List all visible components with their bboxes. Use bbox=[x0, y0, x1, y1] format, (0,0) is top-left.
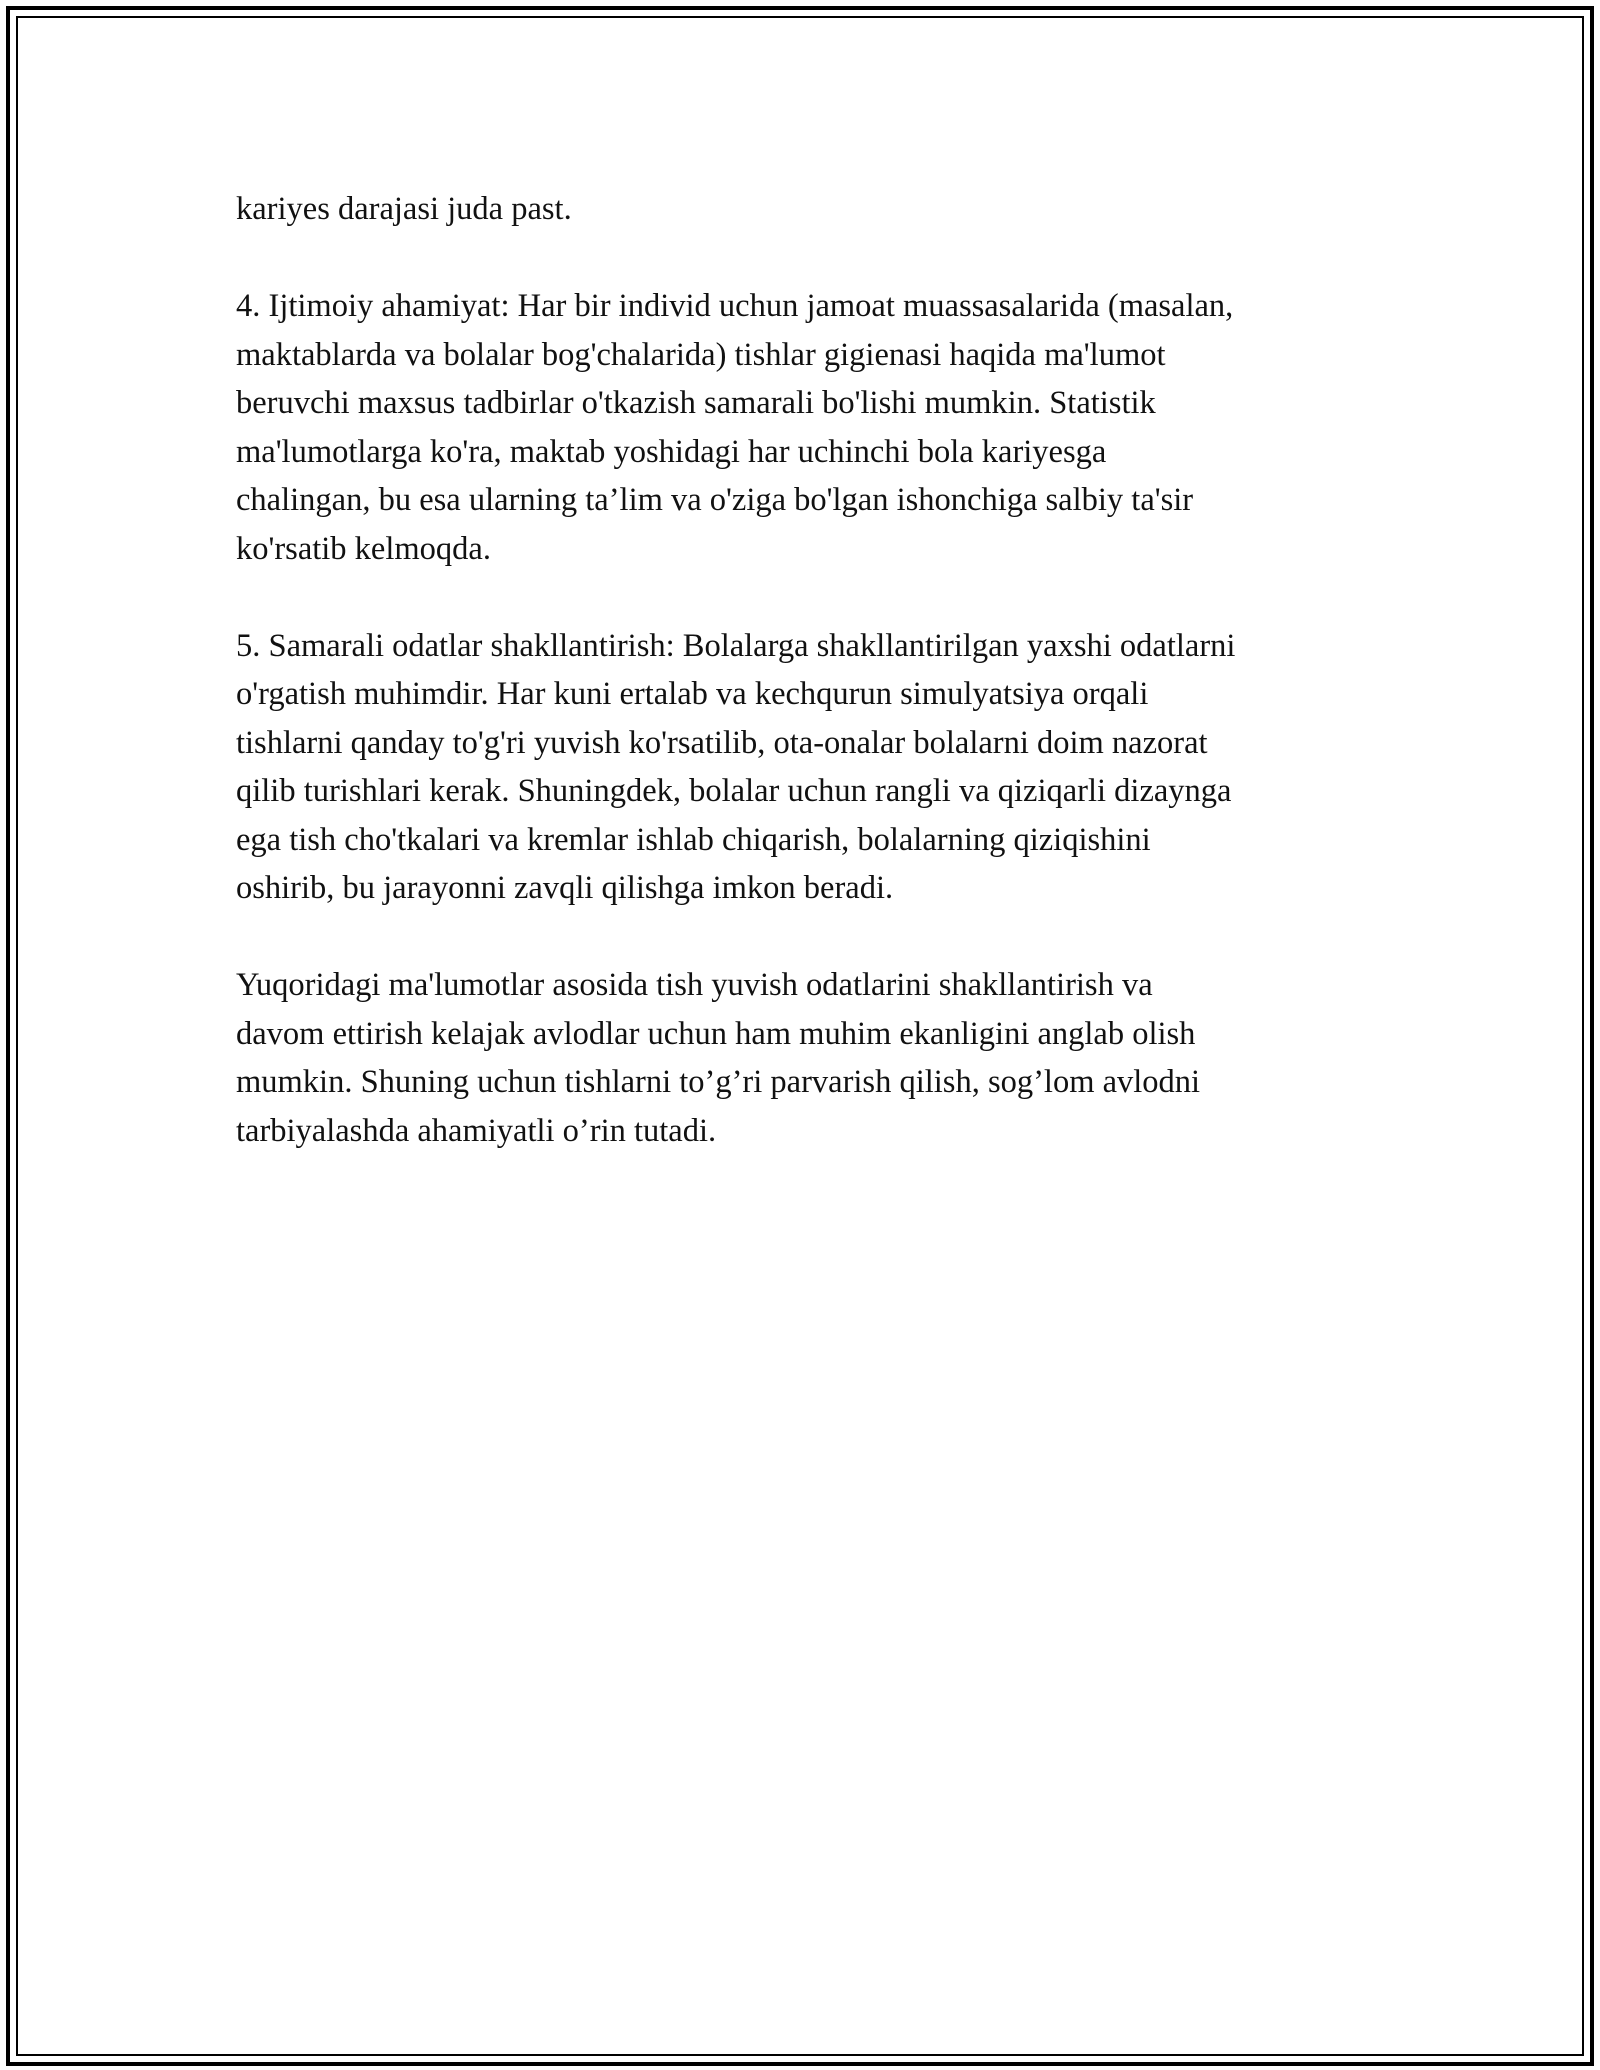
paragraph-effective-habits: 5. Samarali odatlar shakllantirish: Bolalarga shakllantirilgan yaxshi odatlarni o'rgatish muhimdir. Har kuni ertalab va kechqurun simulyatsiya orqali tishlarni qanday to'g'ri yuvish ko'rsatilib, ota-onalar bolalarni doim nazorat qilib turishlari kerak. Shuningdek, bolalar uchun rangli va qiziqarli dizaynga ega tish cho'tkalari va kremlar ishlab chiqarish, bolalarning qiziqishini oshirib, bu jarayonni zavqli qilishga imkon beradi. bbox=[236, 627, 1236, 906]
paragraph-continuation: kariyes darajasi juda past. bbox=[236, 191, 572, 227]
paragraph-conclusion: Yuqoridagi ma'lumotlar asosida tish yuvish odatlarini shakllantirish va davom ettirish kelajak avlodlar uchun ham muhim ekanligini anglab olish mumkin. Shuning uchun tishlarni to’g’ri parvarish qilish, sog’lom avlodni tarbiyalashda ahamiyatli o’rin tutadi. bbox=[236, 967, 1201, 1149]
paragraph-social-importance: 4. Ijtimoiy ahamiyat: Har bir individ uchun jamoat muassasalarida (masalan, maktablarda va bolalar bog'chalarida) tishlar gigienasi haqida ma'lumot beruvchi maxsus tadbirlar o'tkazish samarali bo'lishi mumkin. Statistik ma'lumotlarga ko'ra, maktab yoshidagi har uchinchi bola kariyesga chalingan, bu esa ularning ta’lim va o'ziga bo'lgan ishonchiga salbiy ta'sir ko'rsatib kelmoqda. bbox=[236, 288, 1234, 567]
document-body bbox=[236, 185, 1376, 1204]
